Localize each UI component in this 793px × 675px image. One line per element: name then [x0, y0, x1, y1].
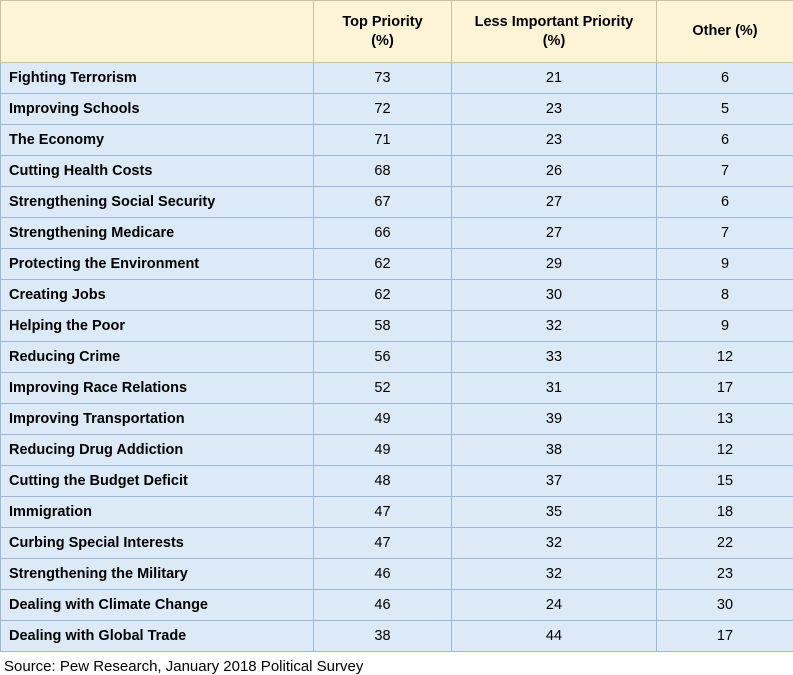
table-row	[1, 466, 793, 497]
row-label: Dealing with Climate Change	[1, 590, 314, 621]
row-label: Dealing with Global Trade	[1, 621, 314, 652]
cell-less: 33	[452, 342, 657, 373]
cell-less: 39	[452, 404, 657, 435]
table-row	[1, 621, 793, 652]
cell-top: 58	[314, 311, 452, 342]
cell-other: 6	[657, 187, 793, 218]
cell-other: 18	[657, 497, 793, 528]
cell-top: 67	[314, 187, 452, 218]
cell-top: 68	[314, 156, 452, 187]
row-label: Creating Jobs	[1, 280, 314, 311]
table-row	[1, 280, 793, 311]
cell-other: 7	[657, 156, 793, 187]
cell-other: 22	[657, 528, 793, 559]
table-row	[1, 94, 793, 125]
table-row	[1, 156, 793, 187]
table-row	[1, 342, 793, 373]
row-label: Curbing Special Interests	[1, 528, 314, 559]
cell-other: 9	[657, 249, 793, 280]
cell-top: 62	[314, 280, 452, 311]
column-header-top-priority-line2: (%)	[371, 33, 394, 49]
cell-other: 23	[657, 559, 793, 590]
table-row	[1, 218, 793, 249]
cell-top: 47	[314, 528, 452, 559]
cell-less: 27	[452, 187, 657, 218]
table-body	[1, 63, 793, 652]
row-label: Cutting Health Costs	[1, 156, 314, 187]
row-label: Immigration	[1, 497, 314, 528]
column-header-less-important-line1: Less Important Priority	[475, 14, 634, 30]
cell-top: 46	[314, 559, 452, 590]
row-label: Reducing Crime	[1, 342, 314, 373]
table-row	[1, 311, 793, 342]
cell-less: 32	[452, 559, 657, 590]
row-label: Strengthening the Military	[1, 559, 314, 590]
table-row	[1, 559, 793, 590]
table-row	[1, 249, 793, 280]
cell-less: 21	[452, 63, 657, 94]
row-label: Strengthening Social Security	[1, 187, 314, 218]
cell-top: 38	[314, 621, 452, 652]
cell-less: 32	[452, 311, 657, 342]
table-row	[1, 63, 793, 94]
cell-other: 17	[657, 621, 793, 652]
row-label: Fighting Terrorism	[1, 63, 314, 94]
table-row	[1, 590, 793, 621]
cell-top: 72	[314, 94, 452, 125]
cell-less: 29	[452, 249, 657, 280]
cell-less: 26	[452, 156, 657, 187]
row-label: Helping the Poor	[1, 311, 314, 342]
cell-top: 49	[314, 404, 452, 435]
row-label: Reducing Drug Addiction	[1, 435, 314, 466]
cell-top: 49	[314, 435, 452, 466]
row-label: Protecting the Environment	[1, 249, 314, 280]
cell-less: 31	[452, 373, 657, 404]
cell-less: 32	[452, 528, 657, 559]
row-label: Strengthening Medicare	[1, 218, 314, 249]
cell-other: 7	[657, 218, 793, 249]
cell-less: 37	[452, 466, 657, 497]
cell-top: 48	[314, 466, 452, 497]
cell-top: 66	[314, 218, 452, 249]
cell-other: 17	[657, 373, 793, 404]
row-label: Improving Race Relations	[1, 373, 314, 404]
cell-other: 12	[657, 342, 793, 373]
cell-other: 6	[657, 125, 793, 156]
cell-top: 73	[314, 63, 452, 94]
column-header-other	[657, 1, 793, 63]
cell-less: 35	[452, 497, 657, 528]
column-header-top-priority	[314, 1, 452, 63]
table-header	[1, 1, 793, 63]
cell-less: 24	[452, 590, 657, 621]
cell-other: 8	[657, 280, 793, 311]
cell-less: 30	[452, 280, 657, 311]
column-header-less-important-line2: (%)	[543, 33, 566, 49]
header-row	[1, 1, 793, 63]
cell-less: 44	[452, 621, 657, 652]
source-note: Source: Pew Research, January 2018 Political Survey	[0, 652, 793, 675]
cell-other: 9	[657, 311, 793, 342]
cell-other: 12	[657, 435, 793, 466]
cell-less: 27	[452, 218, 657, 249]
cell-other: 13	[657, 404, 793, 435]
row-label: Improving Schools	[1, 94, 314, 125]
table-row	[1, 373, 793, 404]
cell-less: 38	[452, 435, 657, 466]
cell-top: 52	[314, 373, 452, 404]
table-row	[1, 187, 793, 218]
table-row	[1, 435, 793, 466]
cell-top: 56	[314, 342, 452, 373]
column-header-other-line1: Other (%)	[692, 23, 757, 39]
row-label: Improving Transportation	[1, 404, 314, 435]
row-label: The Economy	[1, 125, 314, 156]
table-row	[1, 125, 793, 156]
cell-other: 5	[657, 94, 793, 125]
table-row	[1, 497, 793, 528]
cell-other: 15	[657, 466, 793, 497]
row-label: Cutting the Budget Deficit	[1, 466, 314, 497]
column-header-less-important-priority	[452, 1, 657, 63]
column-header-issue	[1, 1, 314, 63]
cell-top: 71	[314, 125, 452, 156]
cell-top: 47	[314, 497, 452, 528]
table-row	[1, 404, 793, 435]
cell-top: 62	[314, 249, 452, 280]
column-header-top-priority-line1: Top Priority	[342, 14, 422, 30]
cell-less: 23	[452, 125, 657, 156]
table-row	[1, 528, 793, 559]
cell-top: 46	[314, 590, 452, 621]
cell-less: 23	[452, 94, 657, 125]
cell-other: 6	[657, 63, 793, 94]
cell-other: 30	[657, 590, 793, 621]
